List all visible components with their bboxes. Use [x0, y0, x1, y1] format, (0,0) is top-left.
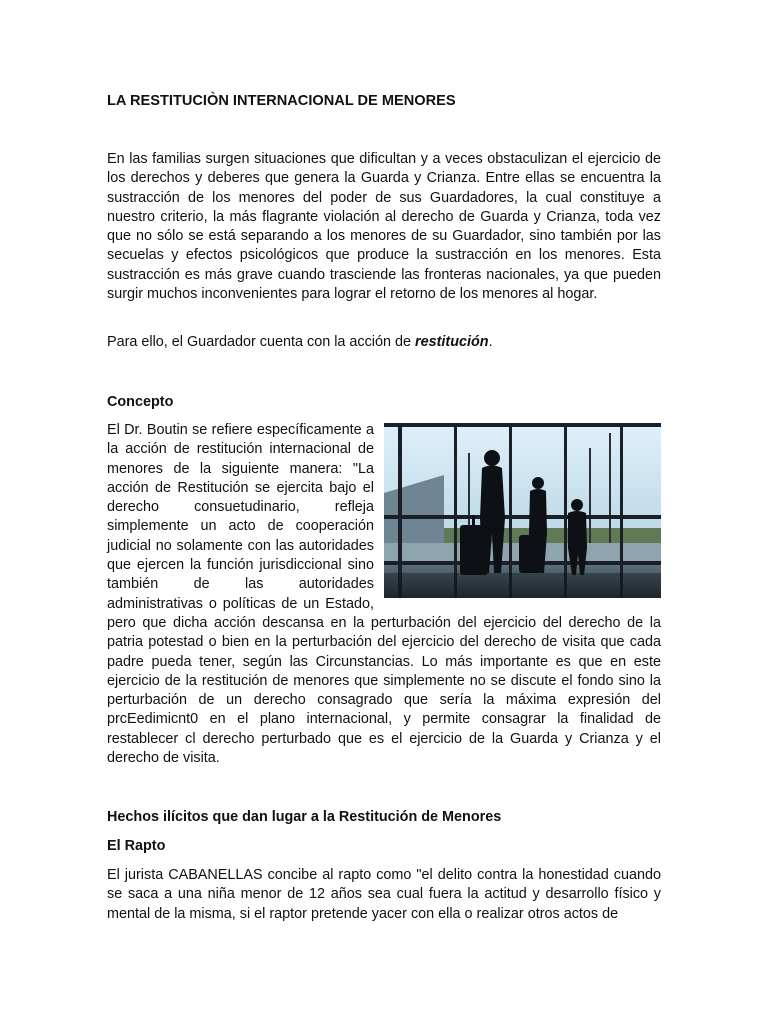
concepto-heading: Concepto [107, 394, 174, 410]
rapto-heading: El Rapto [107, 838, 166, 854]
airport-family-silhouette-photo-icon [384, 423, 661, 598]
rapto-paragraph: El jurista CABANELLAS concibe al rapto como "el delito contra la honestidad cuando se saca a una niña menor de 12 años sea cual fuera la actitud y desarrollo físico y mental de la misma, si el raptor pretende yacer con ella o realizar otros actos de [107, 867, 661, 922]
action-sentence-text: Para ello, el Guardador cuenta con la acción de [107, 334, 415, 350]
concepto-paragraph: El Dr. Boutin se refiere específicamente a la acción de restitución internacional de menores de la siguiente manera: "La acción de Restitución se ejercita bajo el derecho consuetudinario, refleja simplemente un acto de cooperación judicial no solamente con las autoridades que ejercen la función jurisdiccional sino también de las autoridades administrativas o políticas de un Estado, pero que dicha acción descansa en la perturbación del ejercicio del derecho de la patria potestad o bien en la perturbación del ejercicio del derecho de visita que cada padre pueda tener, según las Circunstancias. Lo más importante es que en este ejercicio de la restitución de menores que simplemente no se discute el fondo sino la perturbación de un derecho consagrado que sería la máxima expresión del prcEedimicnt0 en el plano internacional, y permite consagrar la finalidad de restablecer cl derecho perturbado que es el ejercicio de la Guarda y Crianza y el derecho de visita. [107, 422, 661, 767]
intro-paragraph: En las familias surgen situaciones que dificultan y a veces obstaculizan el ejercicio de los derechos y deberes que genera la Guarda y Crianza. Entre ellas se encuentra la sustracción de los menores del poder de sus Guardadores, la cual constituye a nuestro criterio, la más flagrante violación al derecho de Guarda y Crianza, toda vez que no sólo se está separando a los menores de su Guardador, sino también por las secuelas y efectos psicológicos que produce la sustracción en los menores. Esta sustracción es más grave cuando trasciende las fronteras nacionales, ya que pueden surgir muchos inconvenientes para lograr el retorno de los menores al hogar. [107, 151, 661, 303]
hechos-heading: Hechos ilícitos que dan lugar a la Restitución de Menores [107, 809, 502, 825]
document-title: LA RESTITUCIÒN INTERNACIONAL DE MENORES [107, 93, 456, 109]
airport-family-photo [384, 423, 661, 598]
concepto-section [107, 421, 661, 768]
restitucion-emphasis: restitución [415, 334, 489, 350]
action-sentence [107, 333, 661, 352]
action-sentence-period: . [488, 334, 493, 350]
